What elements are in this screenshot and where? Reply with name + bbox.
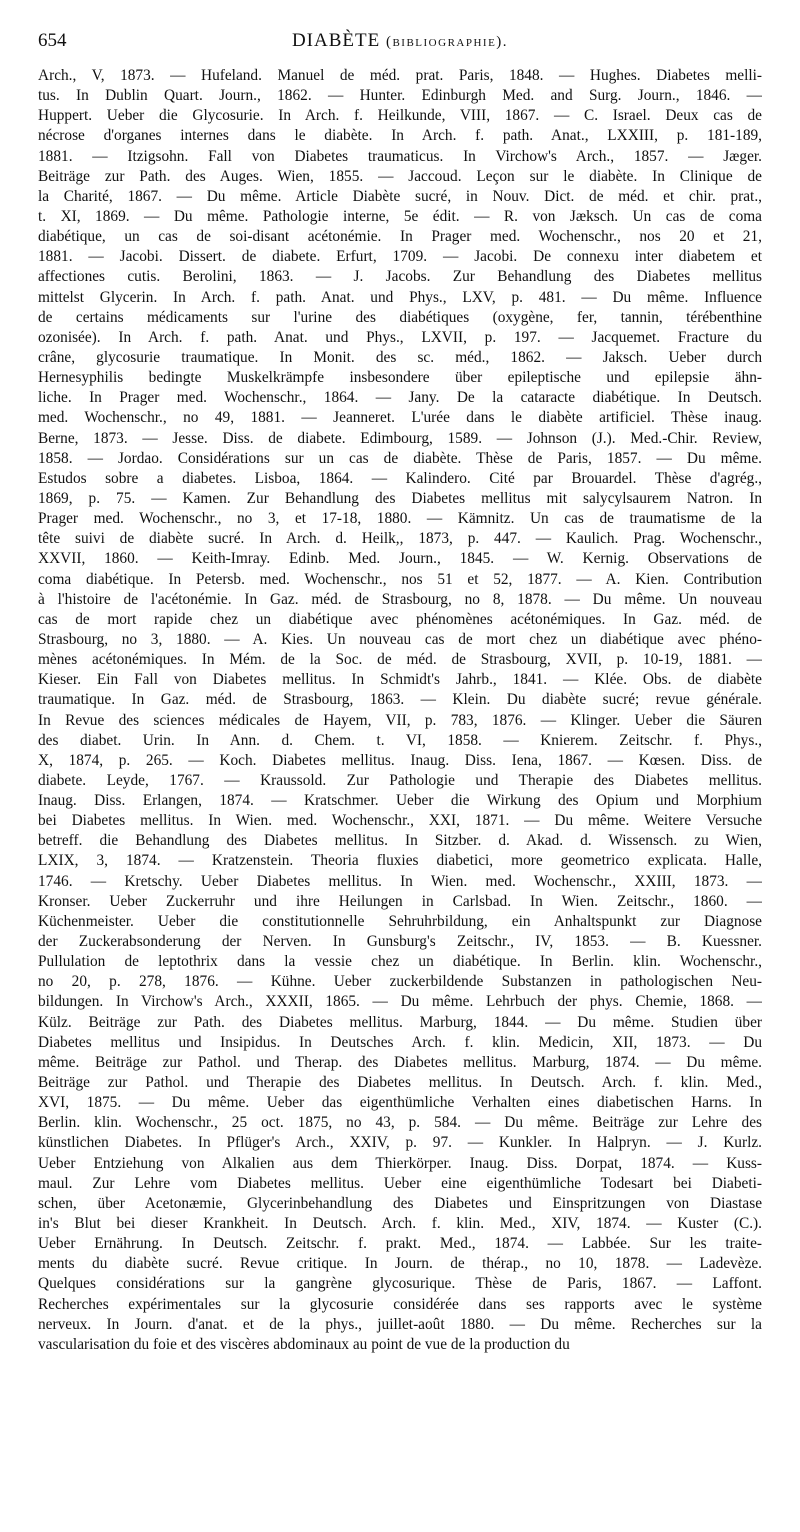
text-line: X, 1874, p. 265. — Koch. Diabetes mellitus. Inaug. Diss. Iena, 1867. — Kœsen. Diss. de <box>38 751 762 769</box>
page-number: 654 <box>38 30 67 51</box>
text-line: schen, über Acetonæmie, Glycerinbehandlung des Diabetes und Einspritzungen von Diastase <box>38 1194 762 1212</box>
text-line: nerveux. In Journ. d'anat. et de la phys., juillet-août 1880. — Du même. Recherches sur la <box>38 1315 762 1333</box>
text-line: traumatique. In Gaz. méd. de Strasbourg, 1863. — Klein. Du diabète sucré; revue générale. <box>38 691 762 709</box>
text-line: Ueber Entziehung von Alkalien aus dem Thierkörper. Inaug. Diss. Dorpat, 1874. — Kuss- <box>38 1154 762 1172</box>
running-title <box>38 30 762 52</box>
text-line: Pullulation de leptothrix dans la vessie chez un diabétique. In Berlin. klin. Wochenschr., <box>38 953 762 971</box>
text-line: LXIX, 3, 1874. — Kratzenstein. Theoria fluxies diabetici, more geometrico explicata. Halle, <box>38 852 762 870</box>
text-line: diabete. Leyde, 1767. — Kraussold. Zur Pathologie und Therapie des Diabetes mellitus. <box>38 771 762 789</box>
text-line: même. Beiträge zur Pathol. und Therap. des Diabetes mellitus. Marburg, 1874. — Du même. <box>38 1053 762 1071</box>
text-line: de certains médicaments sur l'urine des diabétiques (oxygène, fer, tannin, térébenthine <box>38 308 762 326</box>
text-line: des diabet. Urin. In Ann. d. Chem. t. VI, 1858. — Knierem. Zeitschr. f. Phys., <box>38 731 762 749</box>
text-line: ments du diabète sucré. Revue critique. In Journ. de thérap., no 10, 1878. — Ladevèze. <box>38 1255 762 1273</box>
text-line: la Charité, 1867. — Du même. Article Diabète sucré, in Nouv. Dict. de méd. et chir. prat., <box>38 187 762 205</box>
text-line: Diabetes mellitus und Insipidus. In Deutsches Arch. f. klin. Medicin, XII, 1873. — Du <box>38 1033 762 1051</box>
text-line: Külz. Beiträge zur Path. des Diabetes mellitus. Marburg, 1844. — Du même. Studien über <box>38 1013 762 1031</box>
text-line: Kronser. Ueber Zuckerruhr und ihre Heilungen in Carlsbad. In Wien. Zeitschr., 1860. — <box>38 892 762 910</box>
text-line: Prager med. Wochenschr., no 3, et 17-18, 1880. — Kämnitz. Un cas de traumatisme de la <box>38 510 762 528</box>
text-line: no 20, p. 278, 1876. — Kühne. Ueber zuckerbildende Substanzen in pathologischen Neu- <box>38 973 762 991</box>
text-line: bildungen. In Virchow's Arch., XXXII, 1865. — Du même. Lehrbuch der phys. Chemie, 1868. — <box>38 993 762 1011</box>
text-line: nécrose d'organes internes dans le diabète. In Arch. f. path. Anat., LXXIII, p. 181-189, <box>38 127 762 145</box>
text-line: tête suivi de diabète sucré. In Arch. d. Heilk,, 1873, p. 447. — Kaulich. Prag. Wochenschr., <box>38 530 762 548</box>
text-line: Estudos sobre a diabetes. Lisboa, 1864. — Kalindero. Cité par Brouardel. Thèse d'agrég., <box>38 469 762 487</box>
text-line: ozonisée). In Arch. f. path. Anat. und Phys., LXVII, p. 197. — Jacquemet. Fracture du <box>38 328 762 346</box>
text-line: mènes acétonémiques. In Mém. de la Soc. de méd. de Strasbourg, XVII, p. 10-19, 1881. — <box>38 651 762 669</box>
text-line: Ueber Ernährung. In Deutsch. Zeitschr. f. prakt. Med., 1874. — Labbée. Sur les traite- <box>38 1235 762 1253</box>
text-line: 1881. — Jacobi. Dissert. de diabete. Erfurt, 1709. — Jacobi. De connexu inter diabetem et <box>38 248 762 266</box>
text-line: Huppert. Ueber die Glycosurie. In Arch. f. Heilkunde, VIII, 1867. — C. Israel. Deux cas de <box>38 107 762 125</box>
text-line: coma diabétique. In Petersb. med. Wochenschr., nos 51 et 52, 1877. — A. Kien. Contribution <box>38 570 762 588</box>
text-line: 1881. — Itzigsohn. Fall von Diabetes traumaticus. In Virchow's Arch., 1857. — Jæger. <box>38 147 762 165</box>
text-line: maul. Zur Lehre vom Diabetes mellitus. Ueber eine eigenthümliche Todesart bei Diabeti- <box>38 1174 762 1192</box>
text-line: mittelst Glycerin. In Arch. f. path. Anat. und Phys., LXV, p. 481. — Du même. Influence <box>38 288 762 306</box>
text-line: med. Wochenschr., no 49, 1881. — Jeanneret. L'urée dans le diabète artificiel. Thèse inaug. <box>38 409 762 427</box>
text-line: diabétique, un cas de soi-disant acétonémie. In Prager med. Wochenschr., nos 20 et 21, <box>38 228 762 246</box>
running-title-subtitle: (bibliographie). <box>385 34 509 50</box>
text-line: Beiträge zur Pathol. und Therapie des Diabetes mellitus. In Deutsch. Arch. f. klin. Med., <box>38 1074 762 1092</box>
page-header <box>38 30 762 56</box>
text-line: Kieser. Ein Fall von Diabetes mellitus. In Schmidt's Jahrb., 1841. — Klée. Obs. de diabète <box>38 671 762 689</box>
bibliography-text <box>38 66 762 1355</box>
text-line: affectiones cutis. Berolini, 1863. — J. Jacobs. Zur Behandlung des Diabetes mellitus <box>38 268 762 286</box>
text-line: 1858. — Jordao. Considérations sur un cas de diabète. Thèse de Paris, 1857. — Du même. <box>38 449 762 467</box>
text-line: Hernesyphilis bedingte Muskelkrämpfe insbesondere über epileptische und epilepsie ähn- <box>38 369 762 387</box>
text-line: crâne, glycosurie traumatique. In Monit. des sc. méd., 1862. — Jaksch. Ueber durch <box>38 348 762 366</box>
text-line: t. XI, 1869. — Du même. Pathologie interne, 5e édit. — R. von Jæksch. Un cas de coma <box>38 207 762 225</box>
text-line: in's Blut bei dieser Krankheit. In Deutsch. Arch. f. klin. Med., XIV, 1874. — Kuster (C.). <box>38 1215 762 1233</box>
text-line: betreff. die Behandlung des Diabetes mellitus. In Sitzber. d. Akad. d. Wissensch. zu Wien, <box>38 832 762 850</box>
text-line: der Zuckerabsonderung der Nerven. In Gunsburg's Zeitschr., IV, 1853. — B. Kuessner. <box>38 933 762 951</box>
text-line: In Revue des sciences médicales de Hayem, VII, p. 783, 1876. — Klinger. Ueber die Säuren <box>38 711 762 729</box>
text-line: Küchenmeister. Ueber die constitutionnelle Sehruhrbildung, ein Anhaltspunkt zur Diagnose <box>38 912 762 930</box>
text-line: 1869, p. 75. — Kamen. Zur Behandlung des Diabetes mellitus mit salycylsaurem Natron. In <box>38 489 762 507</box>
text-line: tus. In Dublin Quart. Journ., 1862. — Hunter. Edinburgh Med. and Surg. Journ., 1846. — <box>38 87 762 105</box>
text-line: 1746. — Kretschy. Ueber Diabetes mellitus. In Wien. med. Wochenschr., XXIII, 1873. — <box>38 872 762 890</box>
text-line: Berne, 1873. — Jesse. Diss. de diabete. Edimbourg, 1589. — Johnson (J.). Med.-Chir. Review, <box>38 429 762 447</box>
text-line: künstlichen Diabetes. In Pflüger's Arch., XXIV, p. 97. — Kunkler. In Halpryn. — J. Kurlz. <box>38 1134 762 1152</box>
text-line: Beiträge zur Path. des Auges. Wien, 1855. — Jaccoud. Leçon sur le diabète. In Clinique de <box>38 167 762 185</box>
text-line: Inaug. Diss. Erlangen, 1874. — Kratschmer. Ueber die Wirkung des Opium und Morphium <box>38 792 762 810</box>
text-line: Arch., V, 1873. — Hufeland. Manuel de méd. prat. Paris, 1848. — Hughes. Diabetes melli- <box>38 67 762 84</box>
text-line: à l'histoire de l'acétonémie. In Gaz. méd. de Strasbourg, no 8, 1878. — Du même. Un nouveau <box>38 590 762 608</box>
text-line: XXVII, 1860. — Keith-Imray. Edinb. Med. Journ., 1845. — W. Kernig. Observations de <box>38 550 762 568</box>
text-line: Quelques considérations sur la gangrène glycosurique. Thèse de Paris, 1867. — Laffont. <box>38 1275 762 1293</box>
text-line: Berlin. klin. Wochenschr., 25 oct. 1875, no 43, p. 584. — Du même. Beiträge zur Lehre des <box>38 1114 762 1132</box>
text-line: Strasbourg, no 3, 1880. — A. Kies. Un nouveau cas de mort chez un diabétique avec phéno- <box>38 630 762 648</box>
text-line: cas de mort rapide chez un diabétique avec phénomènes acétonémiques. In Gaz. méd. de <box>38 610 762 628</box>
text-line: Recherches expérimentales sur la glycosurie considérée dans ses rapports avec le système <box>38 1295 762 1313</box>
text-line: liche. In Prager med. Wochenschr., 1864. — Jany. De la cataracte diabétique. In Deutsch. <box>38 389 762 407</box>
text-line: bei Diabetes mellitus. In Wien. med. Wochenschr., XXI, 1871. — Du même. Weitere Versuche <box>38 812 762 830</box>
text-line: vascularisation du foie et des viscères abdominaux au point de vue de la production du <box>38 1335 570 1353</box>
text-line: XVI, 1875. — Du même. Ueber das eigenthümliche Verhalten eines diabetischen Harns. In <box>38 1094 762 1112</box>
running-title-main: DIABÈTE <box>291 30 381 51</box>
